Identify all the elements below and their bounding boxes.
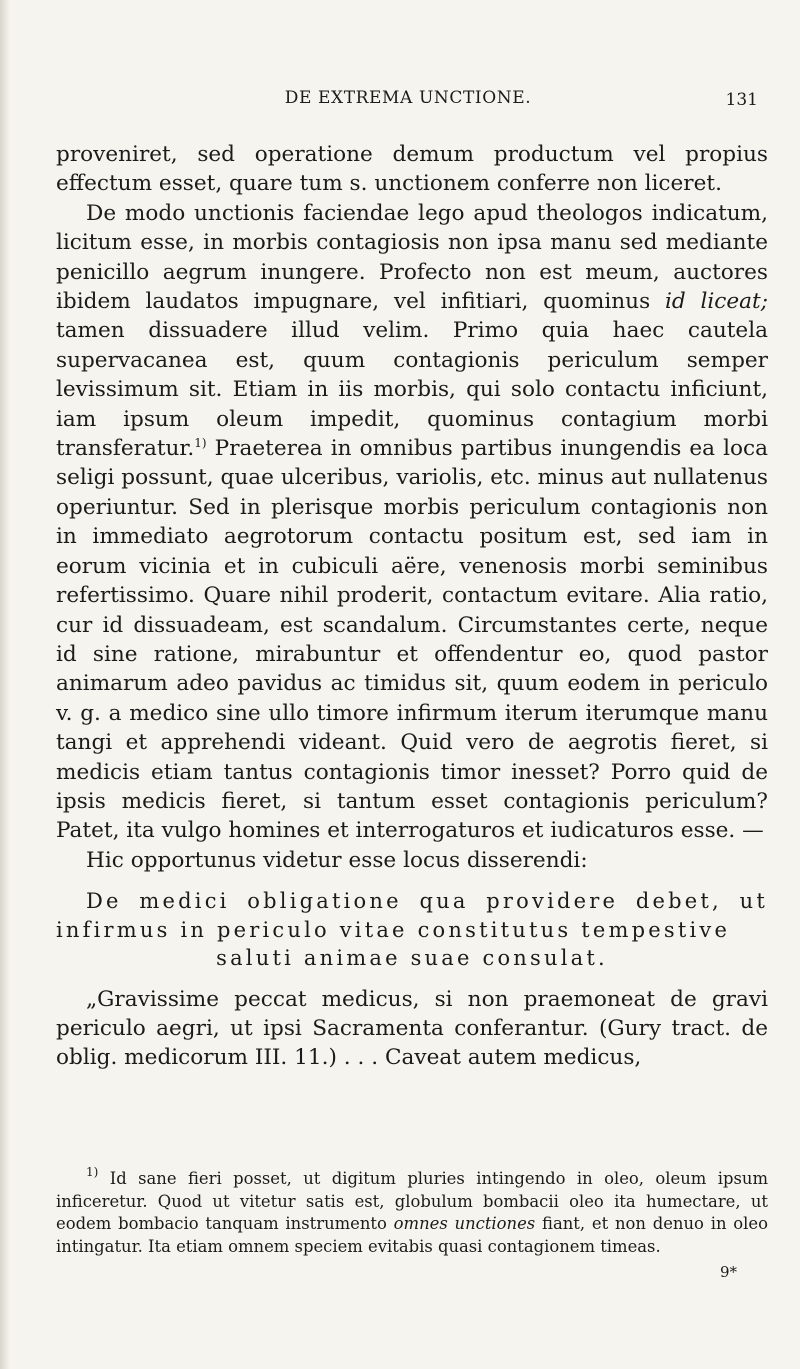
paragraph-unction-method xyxy=(56,199,768,846)
main-text xyxy=(56,140,768,1073)
footnote xyxy=(56,1165,768,1258)
page-header xyxy=(58,88,758,112)
page-spine-shadow xyxy=(0,0,10,1369)
italic-phrase: id liceat; xyxy=(664,289,769,315)
paragraph-quote: „Gravissime peccat medicus, si non praemoneat de gravi periculo aegri, ut ipsi Sacramenta conferantur. (Gury tract. de oblig. medicorum III. 11.) . . . Caveat autem medicus, xyxy=(56,986,768,1071)
paragraph-text: proveniret, sed operatione demum productum vel propius effectum esset, quare tum s. unctionem conferre non liceret. xyxy=(56,142,768,197)
heading-line: De medici obligatione qua providere debet, ut infirmus in periculo vitae constitutus tempestive xyxy=(56,889,768,942)
section-heading xyxy=(56,887,768,973)
signature-mark: 9* xyxy=(720,1263,738,1281)
paragraph-transition: Hic opportunus videtur esse locus disserendi: xyxy=(86,847,588,873)
footnote-text: fiant, et non denuo in oleo intingatur. Ita etiam omnem speciem evitabis quasi contagionem timeas. xyxy=(56,1214,768,1256)
footnote-reference: 1) xyxy=(194,436,207,451)
paragraph-text: De modo unctionis faciendae lego apud theologos indicatum, licitum esse, in morbis contagiosis non ipsa manu sed mediante penicillo aegrum inungere. Profecto non est meum, auctores ibidem laudatos impugnare, vel infitiari, quominus xyxy=(56,200,768,315)
heading-line: saluti animae suae consulat. xyxy=(216,946,608,971)
paragraph-text: Praeterea in omnibus partibus inungendis ea loca seligi possunt, quae ulceribus, variolis, etc. minus aut nullatenus operiuntur. Sed in plerisque morbis periculum contagionis non in immediato aegrotorum contactu positum est, sed iam in eorum vicinia et in cubiculi aëre, venenosis morbi seminibus refertissimo. Quare nihil proderit, contactum evitare. Alia ratio, cur id dissuadeam, est scandalum. Circumstantes certe, neque id sine ratione, mirabuntur et offendentur eo, quod pastor animarum adeo pavidus ac timidus sit, quum eodem in periculo v. g. a medico sine ullo timore infirmum iterum iterumque manu tangi et apprehendi videant. Quid vero de aegrotis fieret, si medicis etiam tantus contagionis timor inesset? Porro quid de ipsis medicis fieret, si tantum esset contagionis periculum? Patet, ita vulgo homines et interrogaturos et iudicaturos esse. — xyxy=(56,436,768,844)
paragraph-text: tamen dissuadere illud velim. Primo quia haec cautela supervacanea est, quum contagionis periculum semper levissimum sit. Etiam in iis morbis, qui solo contactu inficiunt, iam ipsum oleum impedit, quominus contagium morbi transferatur. xyxy=(56,318,768,462)
paragraph-continuation xyxy=(56,140,768,199)
page-number: 131 xyxy=(725,90,758,110)
footnote-text: Id sane fieri posset, ut digitum pluries intingendo in oleo, oleum ipsum inficeretur. Quod ut vitetur satis est, globulum bombacii oleo ita humectare, ut eodem bombacio tanquam instrumento xyxy=(56,1169,768,1233)
footnotes xyxy=(56,1165,768,1258)
running-title: DE EXTREMA UNCTIONE. xyxy=(284,88,532,108)
footnote-italic: omnes unctiones xyxy=(393,1214,536,1233)
footnote-marker: 1) xyxy=(86,1165,99,1179)
